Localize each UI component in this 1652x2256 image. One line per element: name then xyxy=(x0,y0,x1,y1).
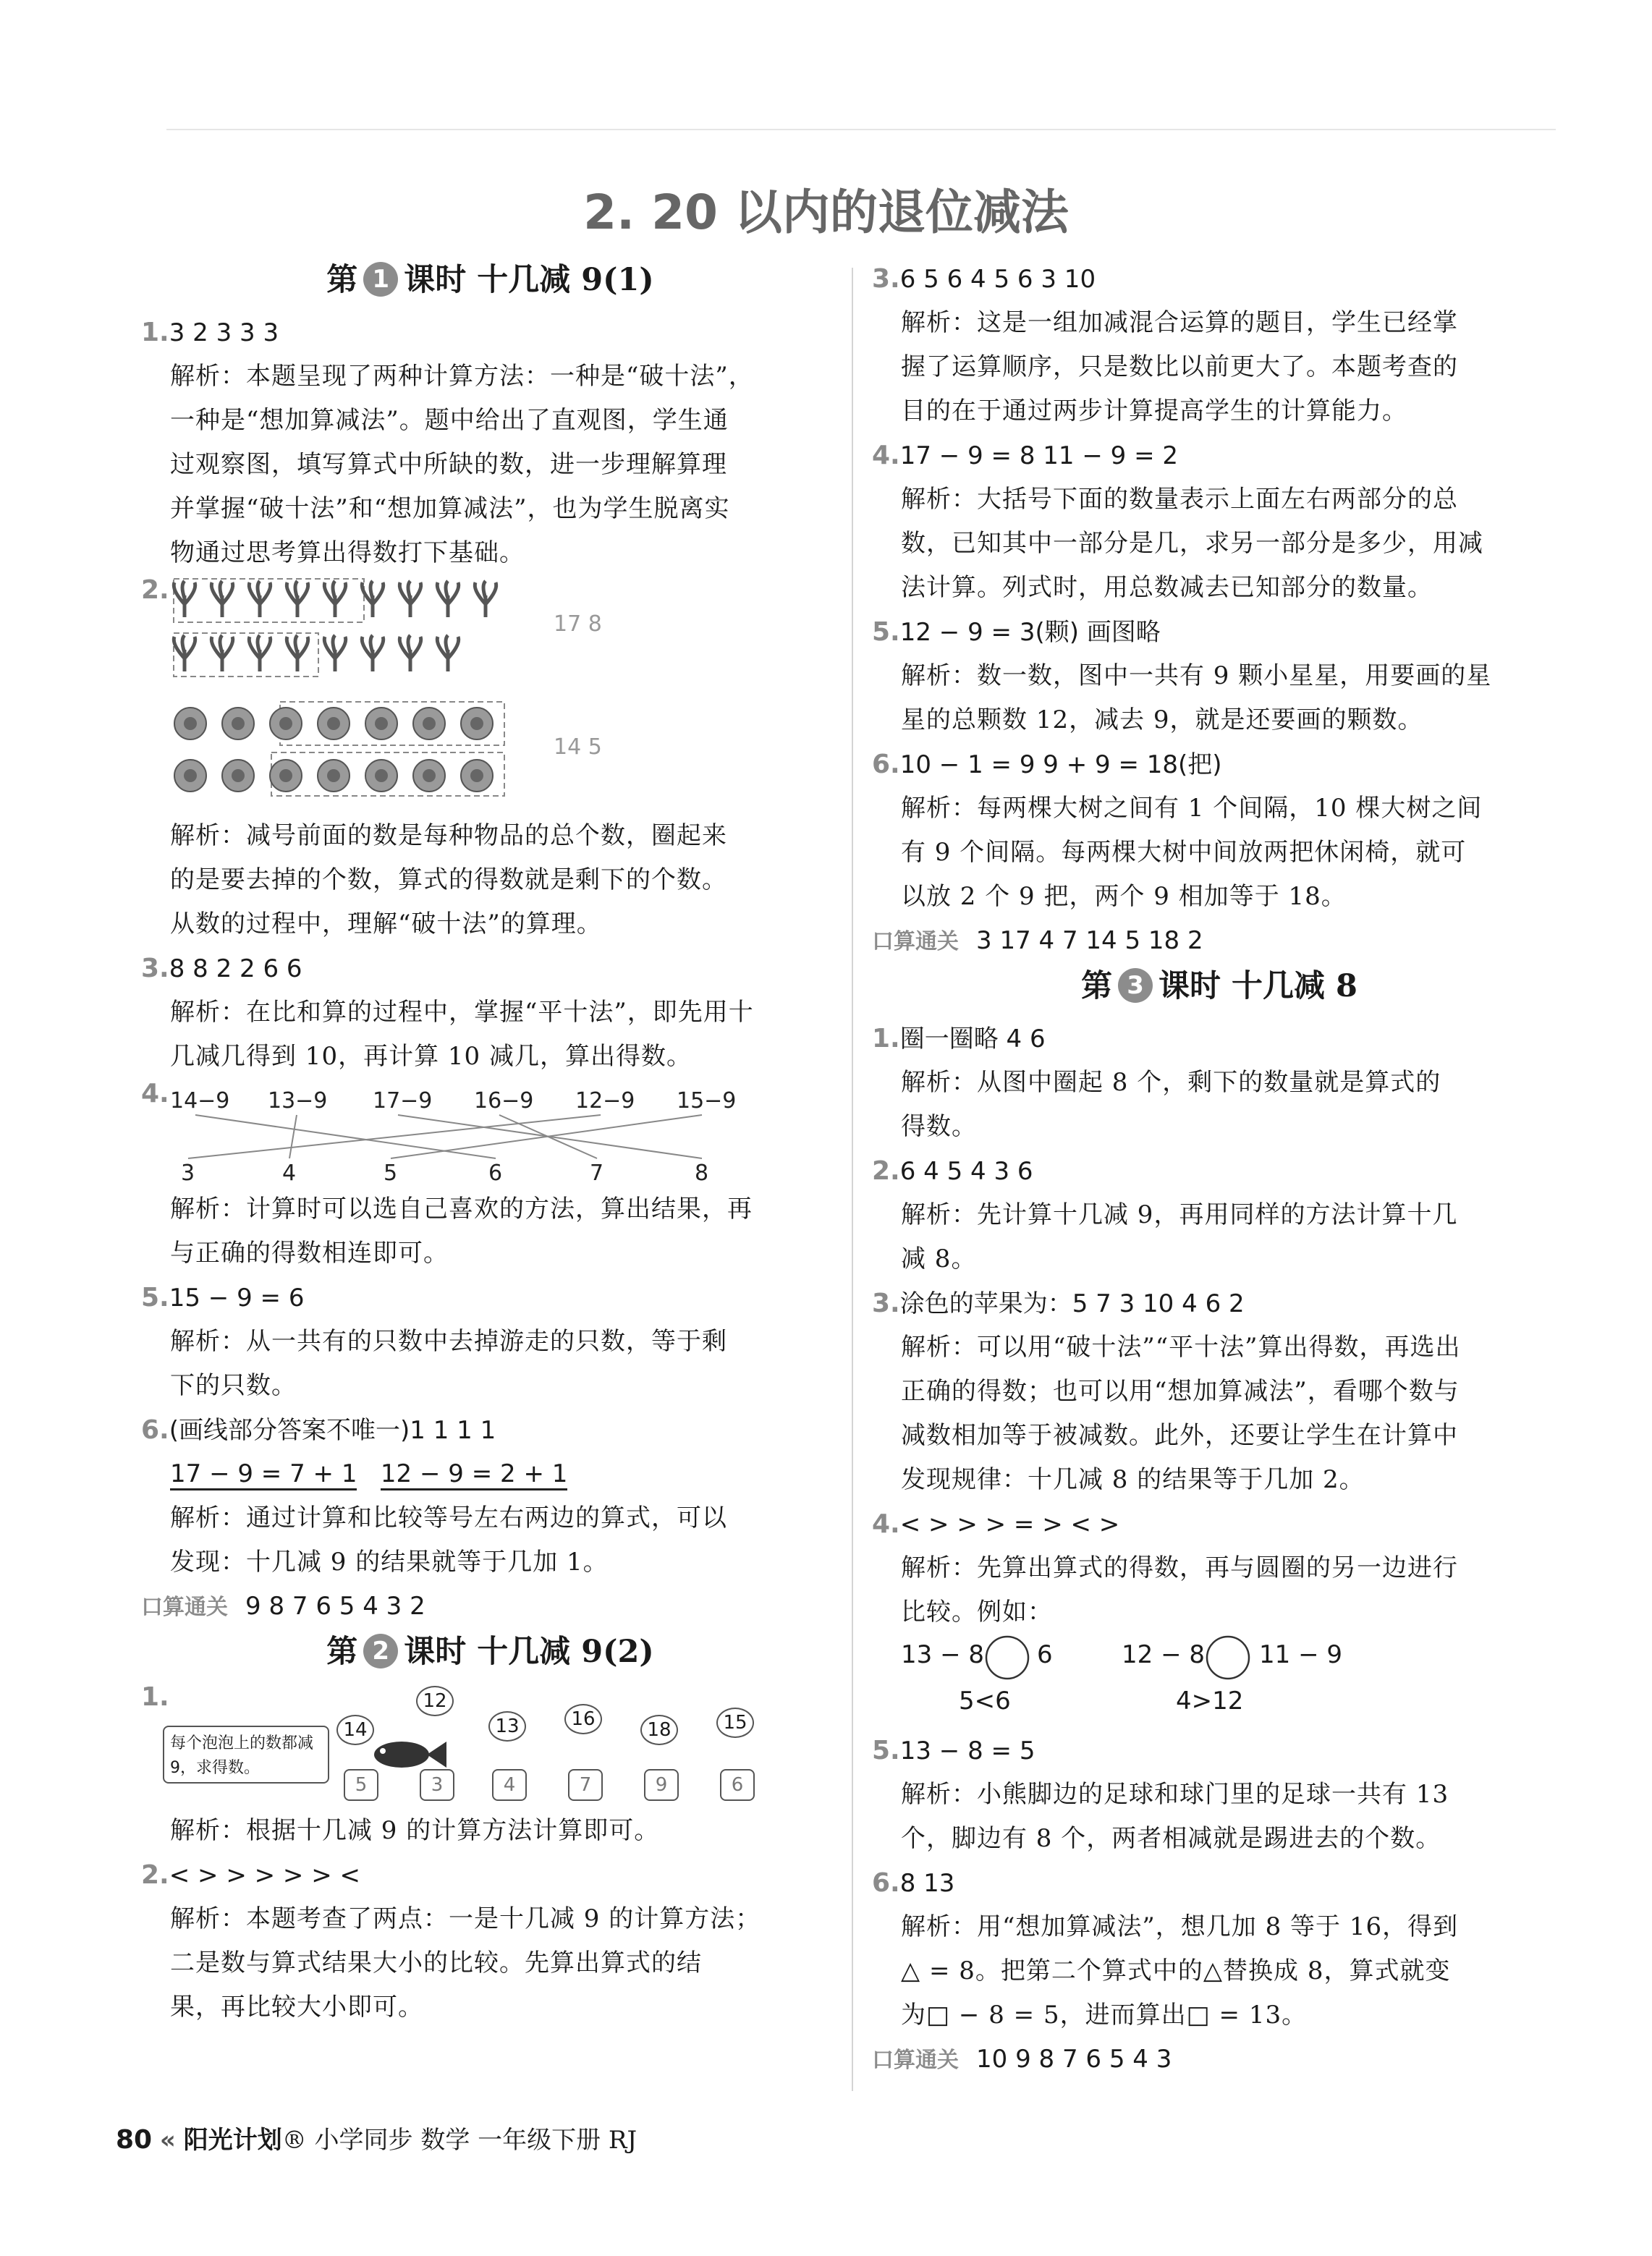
explanation-line: 个，脚边有 8 个，两者相减就是踢进去的个数。 xyxy=(901,1824,1441,1853)
answer-l3-3: 3.涂色的苹果为：5 7 3 10 4 6 2 xyxy=(872,1289,1245,1318)
answer-r6: 6.10 − 1 = 9 9 + 9 = 18(把) xyxy=(872,750,1222,779)
explanation-line: 果，再比较大小即可。 xyxy=(170,1993,423,2022)
explanation-line: 解析：大括号下面的数量表示上面左右两部分的总 xyxy=(901,485,1458,514)
answer-box: 4 xyxy=(492,1769,527,1801)
answer-box: 7 xyxy=(568,1769,603,1801)
explanation-line: 有 9 个间隔。每两棵大树中间放两把休闲椅，就可 xyxy=(901,838,1467,867)
plant-icon xyxy=(249,635,270,671)
answer-box: 5 xyxy=(344,1769,378,1801)
explanation-line: 解析：计算时可以选自己喜欢的方法，算出结果，再 xyxy=(170,1195,753,1224)
page-number: 80 xyxy=(116,2125,153,2155)
explanation-line: 得数。 xyxy=(901,1112,977,1141)
plant-icon xyxy=(362,581,383,617)
flower-center xyxy=(232,717,245,730)
oral-calc-section-2: 口算通关 3 17 4 7 14 5 18 2 xyxy=(872,926,1203,955)
expr-top: 15−9 xyxy=(677,1088,737,1114)
explanation-line: 几减几得到 10，再计算 10 减几，算出得数。 xyxy=(170,1042,692,1071)
lesson-number-badge: 2 xyxy=(363,1634,398,1668)
plant-icon xyxy=(249,581,270,617)
flower-center xyxy=(327,717,340,730)
explanation-line: 解析：从图中圈起 8 个，剩下的数量就是算式的 xyxy=(901,1068,1441,1097)
answer-l3-5: 5.13 − 8 = 5 xyxy=(872,1736,1035,1765)
answer-5: 5.15 − 9 = 6 xyxy=(141,1283,305,1313)
result-bottom: 5 xyxy=(384,1161,398,1186)
explanation-line: 二是数与算式结果大小的比较。先算出算式的结 xyxy=(170,1948,702,1977)
answer-l3-4: 4.< > > > = > < > xyxy=(872,1509,1120,1539)
explanation-line: 解析：这是一组加减混合运算的题目，学生已经掌 xyxy=(901,308,1458,337)
plant-icon xyxy=(174,635,195,671)
explanation-line: 解析：本题呈现了两种计算方法：一种是“破十法”， xyxy=(170,362,754,391)
answer-box: 6 xyxy=(720,1769,755,1801)
explanation-line: 并掌握“破十法”和“想加算减法”，也为学生脱离实 xyxy=(170,494,730,523)
book-info: ® 小学同步 数学 一年级下册 RJ xyxy=(281,2126,637,2155)
lesson-heading-3: 第 3 课时 十几减 8 xyxy=(1081,968,1357,1004)
explanation-line: 握了运算顺序，只是数比以前更大了。本题考查的 xyxy=(901,352,1458,381)
chapter-title: 2. 20 以内的退位减法 xyxy=(583,185,1069,240)
explanation-line: 解析：数一数，图中一共有 9 颗小星星，用要画的星 xyxy=(901,661,1492,690)
flower-center xyxy=(279,769,292,782)
explanation-line: 减数相加等于被减数。此外，还要让学生在计算中 xyxy=(901,1421,1458,1450)
plant-icon xyxy=(475,581,496,617)
explanation-line: 数，已知其中一部分是几，求另一部分是多少，用减 xyxy=(901,529,1483,558)
oral-calc-section-1: 口算通关 9 8 7 6 5 4 3 2 xyxy=(141,1592,425,1621)
explanation-line: 解析：在比和算的过程中，掌握“平十法”，即先用十 xyxy=(170,998,754,1027)
answer-1: 1.3 2 3 3 3 xyxy=(141,318,279,347)
plant-icon xyxy=(211,635,232,671)
bubble-fish-figure: 1. 每个泡泡上的数都减 9，求得数。 14 12 13 16 18 15 5 3 4 7 9 6 xyxy=(141,1682,839,1809)
explanation-line: 星的总颗数 12，减去 9，就是还要画的颗数。 xyxy=(901,705,1423,734)
right-column xyxy=(872,257,1567,2082)
explanation-line: 物通过思考算出得数打下基础。 xyxy=(170,538,525,567)
instruction-note: 每个泡泡上的数都减 9，求得数。 xyxy=(163,1726,329,1784)
plant-icon xyxy=(399,581,420,617)
answer-box: 9 xyxy=(644,1769,679,1801)
explanation-line: 解析：从一共有的只数中去掉游走的只数，等于剩 xyxy=(170,1327,727,1356)
explanation-line: 为□ − 8 = 5，进而算出□ = 13。 xyxy=(901,2001,1308,2030)
number-bubble: 13 xyxy=(488,1711,526,1742)
plant-icon xyxy=(287,581,308,617)
number-bubble: 14 xyxy=(336,1715,374,1745)
explanation-line: 解析：先算出算式的得数，再与圆圈的另一边进行 xyxy=(901,1553,1458,1582)
flower-center xyxy=(423,769,436,782)
explanation-line: 发现规律：十几减 8 的结果等于几加 2。 xyxy=(901,1465,1365,1494)
plant-icon xyxy=(287,635,308,671)
plant-icon xyxy=(324,581,345,617)
flower-center xyxy=(470,769,483,782)
answer-r5: 5.12 − 9 = 3(颗) 画图略 xyxy=(872,617,1161,647)
explanation-line: 下的只数。 xyxy=(170,1371,297,1400)
matching-lines xyxy=(141,1079,792,1187)
explanation-line: 正确的得数；也可以用“想加算减法”，看哪个数与 xyxy=(901,1377,1460,1406)
flower-center xyxy=(232,769,245,782)
flower-center xyxy=(184,769,197,782)
comparison-example: 13 − 8 6 12 − 8 11 − 9 5<6 4>12 xyxy=(872,1634,1567,1729)
explanation-line: 的是要去掉的个数，算式的得数就是剩下的个数。 xyxy=(170,865,727,894)
result-bottom: 7 xyxy=(590,1161,604,1186)
explanation-line: 减 8。 xyxy=(901,1244,977,1273)
answer-box: 3 xyxy=(420,1769,454,1801)
q2-row1-values: 17 8 xyxy=(554,611,602,637)
explanation-line: 法计算。列式时，用总数减去已知部分的数量。 xyxy=(901,573,1433,602)
expr-top: 12−9 xyxy=(575,1088,635,1114)
result-bottom: 3 xyxy=(181,1161,195,1186)
flower-center xyxy=(423,717,436,730)
lesson-number-badge: 1 xyxy=(363,262,398,297)
plant-icon xyxy=(437,635,458,671)
explanation-line: 发现：十几减 9 的结果就等于几加 1。 xyxy=(170,1548,609,1577)
compare-circle-icon xyxy=(984,1634,1030,1681)
explanation-line: 解析：通过计算和比较等号左右两边的算式，可以 xyxy=(170,1504,727,1532)
explanation-line: 解析：可以用“破十法”“平十法”算出得数，再选出 xyxy=(901,1333,1461,1362)
expr-top: 16−9 xyxy=(474,1088,534,1114)
plant-icon xyxy=(399,635,420,671)
answer-6: 6.(画线部分答案不唯一)1 1 1 1 xyxy=(141,1415,496,1445)
explanation-line: 过观察图，填写算式中所缺的数，进一步理解算理 xyxy=(170,450,727,479)
number-bubble: 16 xyxy=(564,1704,602,1734)
left-column xyxy=(141,257,839,2030)
answer-l3-2: 2.6 4 5 4 3 6 xyxy=(872,1156,1033,1186)
plant-icon xyxy=(362,635,383,671)
explanation-line: 解析：根据十几减 9 的计算方法计算即可。 xyxy=(170,1816,660,1845)
result-bottom: 4 xyxy=(282,1161,297,1186)
flower-center xyxy=(184,717,197,730)
explanation-line: 解析：先计算十几减 9，再用同样的方法计算十几 xyxy=(901,1200,1458,1229)
result-bottom: 8 xyxy=(695,1161,709,1186)
answer-6-equations: 17 − 9 = 7 + 1 12 − 9 = 2 + 1 xyxy=(141,1452,839,1496)
q4-matching-figure: 4. 14−9 13−9 17−9 16−9 12−9 15−9 3 4 5 6 7 8 xyxy=(141,1079,839,1187)
explanation-line: 从数的过程中，理解“破十法”的算理。 xyxy=(170,909,602,938)
answer-r3: 3.6 5 6 4 5 6 3 10 xyxy=(872,264,1096,294)
number-bubble: 15 xyxy=(716,1708,754,1738)
number-bubble: 18 xyxy=(640,1715,678,1745)
plant-icon xyxy=(174,581,195,617)
answer-l3-1: 1.圈一圈略 4 6 xyxy=(872,1024,1046,1053)
answer-l3-6: 6.8 13 xyxy=(872,1868,955,1898)
column-divider xyxy=(852,268,853,2091)
page-footer xyxy=(116,2120,637,2155)
answer-r4: 4.17 − 9 = 8 11 − 9 = 2 xyxy=(872,441,1179,470)
expr-top: 13−9 xyxy=(268,1088,328,1114)
brand-name: 阳光计划 xyxy=(183,2126,282,2155)
flower-center xyxy=(375,717,388,730)
flower-center xyxy=(327,769,340,782)
double-chevron-icon: « xyxy=(159,2126,176,2155)
expr-top: 14−9 xyxy=(170,1088,230,1114)
flower-center xyxy=(279,717,292,730)
explanation-line: 比较。例如： xyxy=(901,1598,1053,1627)
number-bubble: 12 xyxy=(416,1686,454,1716)
explanation-line: 解析：本题考查了两点：一是十几减 9 的计算方法； xyxy=(170,1904,761,1933)
plant-icon xyxy=(211,581,232,617)
answer-3: 3.8 8 2 2 6 6 xyxy=(141,954,302,983)
explanation-line: 解析：用“想加算减法”，想几加 8 等于 16，得到 xyxy=(901,1912,1459,1941)
expr-top: 17−9 xyxy=(373,1088,433,1114)
flower-center xyxy=(470,717,483,730)
explanation-line: 目的在于通过两步计算提高学生的计算能力。 xyxy=(901,397,1407,425)
oral-calc-section-3: 口算通关 10 9 8 7 6 5 4 3 xyxy=(872,2045,1172,2074)
explanation-line: 与正确的得数相连即可。 xyxy=(170,1239,449,1268)
explanation-line: △ = 8。把第二个算式中的△替换成 8，算式就变 xyxy=(901,1956,1451,1985)
lesson-number-badge: 3 xyxy=(1118,968,1153,1003)
plants-illustration xyxy=(170,575,546,691)
plant-icon xyxy=(437,581,458,617)
lesson-heading-1: 第 1 课时 十几减 9(1) xyxy=(326,262,654,298)
answer-l2-2: 2.< > > > > > < xyxy=(141,1860,360,1890)
plant-icon xyxy=(324,635,345,671)
lesson-heading-2: 第 2 课时 十几减 9(2) xyxy=(326,1634,654,1670)
result-bottom: 6 xyxy=(488,1161,503,1186)
flower-center xyxy=(375,769,388,782)
explanation-line: 解析：减号前面的数是每种物品的总个数，圈起来 xyxy=(170,821,727,850)
flowers-illustration xyxy=(170,698,546,807)
explanation-line: 解析：每两棵大树之间有 1 个间隔，10 棵大树之间 xyxy=(901,794,1483,823)
top-rule xyxy=(166,129,1556,130)
compare-circle-icon xyxy=(1205,1634,1251,1681)
explanation-line: 解析：小熊脚边的足球和球门里的足球一共有 13 xyxy=(901,1780,1449,1809)
explanation-line: 一种是“想加算减法”。题中给出了直观图，学生通 xyxy=(170,406,729,435)
q2-row2-values: 14 5 xyxy=(554,734,602,760)
q2-figure: 2. 17 8 14 5 xyxy=(141,575,839,814)
explanation-line: 以放 2 个 9 把，两个 9 相加等于 18。 xyxy=(901,882,1347,911)
